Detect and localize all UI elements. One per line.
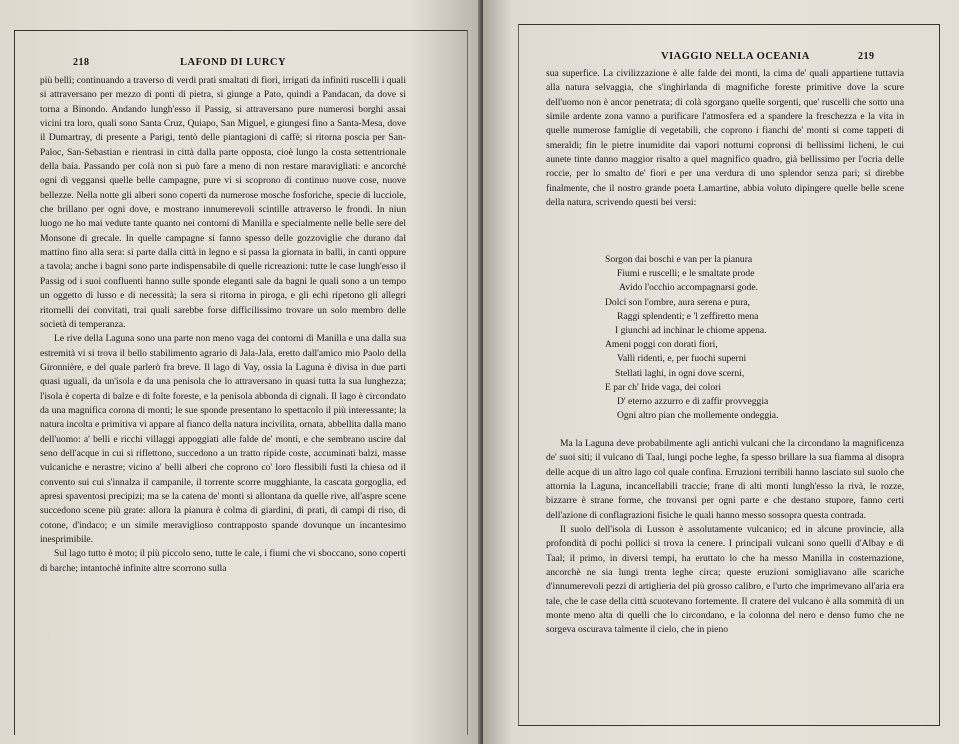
right-intro-text — [546, 67, 904, 210]
poem-line: I giunchi ad inchinar le chiome appena. — [615, 325, 767, 337]
right-paragraph-1: Ma la Laguna deve probabilmente agli antichi vulcani che la circondano la magnificenza de' suoi siti; il vulcano di Taal, lungi poche leghe, fa spesso brillare la sua fiamma al disopra delle acque di un altro lago col quale confina. Erruzioni terribili hanno lasciato sul suolo che attornia la Laguna, incancellabili traccie; frane di alti monti lungh'esso la rivà, le rozze, bizzarre è strane forme, che trovansi per ogni parte e che destano stupore, fanno certi dell'azione di conflagrazioni fisiche le quali hanno messo sossopra questa contrada. — [546, 438, 904, 521]
left-body-text — [40, 74, 406, 576]
right-page — [483, 0, 959, 744]
poem-line: Dolci son l'ombre, aura serena e pura, — [605, 296, 751, 308]
right-page-number: 219 — [858, 51, 875, 62]
poem-line: Ogni altro pian che mollemente ondeggia. — [617, 410, 779, 422]
poem-line: Fiumi e ruscelli; e le smaltate prode — [617, 268, 755, 280]
right-intro-paragraph: sua superfice. La civilizzazione è alle falde dei monti, la cima de' quali appartiene tuttavia alla natura selvaggia, che s'inghirlanda di magnifiche foreste primitive dove la scure dell'uomo non è ancor penetrata; di colà sgorgano quelle sorgenti, que' ruscelli che sotto una simile ardente zona vanno a purificare l'atmosfera ed a spandere la freschezza e la vita in quelle numerose famiglie di vegetabili, che coprono i fianchi de' monti sì come tappeti di smeraldi; fin le pietre inumidite dai vapori notturni copronsi di bellissimi licheni, le cui aunete tinte danno maggior risalto a quel magnifico quadro, già bellissimo per l'ocria delle roccie, per lo smalto de' fiori e per una verdura di uno splendor senza pari; si direbbe finalmente, che il nostro grande poeta Lamartine, abbia voluto dipingere quelle belle scene della natura, scrivendo questi bei versi: — [546, 68, 904, 209]
right-body-text — [546, 437, 904, 638]
poem-line: Stellati laghi, in ogni dove scerni, — [615, 367, 745, 379]
poem-block — [605, 253, 885, 423]
poem-line: Avido l'occhio accompagnarsi gode. — [619, 282, 759, 294]
poem-line: E par ch' Iride vaga, dei colori — [605, 381, 722, 393]
right-running-head: VIAGGIO NELLA OCEANIA — [661, 51, 810, 62]
left-running-head: LAFOND DI LURCY — [180, 57, 287, 68]
poem-line: Valli ridenti, e, per fuochi superni — [617, 353, 747, 365]
left-paragraph-3: Sul lago tutto è moto; il più piccolo seno, tutte le cale, i fiumi che vi sboccano, sono coperti di barche; intantochè infinite altre scorrono sulla — [40, 548, 406, 574]
poem-line: D' eterno azzurro e di zaffir provveggia — [617, 396, 769, 408]
left-paragraph-2: Le rive della Laguna sono una parte non meno vaga dei contorni di Manilla e una dalla sua estremità vi si trova il bello stabilimento agrario di Jala-Jala, eretto dall'amico mio Paolo della Gironnière, e del quale parlerò fra breve. Il lago di Vay, ossia la Laguna è divisa in due parti quasi uguali, da un'isola e da una penisola che lo attraversano in quasi tutta la sua lunghezza; l'isola è coperta di balze e di folte foreste, e la penisola abbonda di cignali. Il lago è circondato da una magnifica corona di monti; le sue sponde presentano lo spettacolo il più interessante; la natura incolta e primitiva vi appare al fianco della natura incivilita, ornata, abbellita dalla mano dell'uomo: a' belli e ricchi villaggi appoggiati alle falde de' monti, e che sembrano uscire dal seno dell'acque in cui si riflettono, succedono a un tratto ripide coste, accuminati balzi, masse vulcaniche e nerastre; vicino a' belli alberi che coprono co' loro flessibili fusti la chiesa od il convento sui cui s'innalza il campanile, il torrente scorre mugghiante, la cascata gorgoglia, ed apresi spaventosi precipizi; ma se la catena de' monti si allontana da quelle rive, all'aspre scene succedono scene più grate: allora la pianura è colma di giardini, di prati, di campi di riso, di cotone, d'indaco; e un simile meraviglioso contrapposto spande dovunque un incantesimo inesprimibile. — [40, 333, 406, 545]
right-paragraph-2: Il suolo dell'isola di Lusson è assolutamente vulcanico; ed in alcune provincie, alla profondità di pochi pollici si trova la cenere. I principali vulcani sono quelli d'Albay e di Taal; il primo, in diversi tempi, ha eruttato lo che ha messo Manilla in costernazione, ancorchè ne sia lungi trenta leghe circa; queste eruzioni somigliavano alle scariche d'innumerevoli pezzi di artiglieria del più grosso calibro, e l'urto che imprimevano all'aria era tale, che le case della città scuotevano fortemente. Il cratere del vulcano è alla sommità di un monte meno alta di quelli che lo circondano, e la colonna del nero e denso fumo che ne sorgeva oscurava talmente il cielo, che in pieno — [546, 524, 904, 636]
poem-line: Raggi splendenti; e 'l zeffiretto mena — [617, 310, 759, 322]
left-paragraph-1: più belli; continuando a traverso di verdi prati smaltati di fiori, irrigati da infiniti ruscelli i quali si attraversano per mezzo di ponti di pietra, si giunge a Pato, quindi a Pandacan, da dove si torna a Binondo. Andando lungh'esso il Passig, si attraversano pure numerosi borghi assai vicini tra loro, quali sono Santa Cruz, Quiapo, San Miguel, e giungesi fino a Santa-Mesa, dove il Dumartray, di presente a Parigi, tentò delle piantagioni di caffè; si ritorna poscia per San-Paloc, San-Sebastian e rientrasi in città dalla parte opposta, cioè lungo la costa settentrionale della baia. Passando per colà non si può fare a meno di non restare maravigliati: e ancorchè ogni dì veggansi quelle belle campagne, pure vi si scoprono di continuo nuove cose, nuove bellezze. Nella notte gli alberi sono coperti da numerose mosche fosforiche, specie di lucciole, che brillano per ogni dove, e mostrano innumerevoli scintille attraverso le frondi. In niun luogo ne ho mai vedute tante quanto nei contorni di Manilla e specialmente nelle belle sere del Monsone di grecale. In quelle campagne si fanno spesso delle gozzoviglie che durano dal mattino fino alla sera: si parte dalla città in legno e si passa la giornata in balli, in canti oppure a tavola; anche i bagni sono parte indispensabile di quelle ricreazioni: tutte le case lungh'esso il Passig od i suoi confluenti hanno sulle sponde eleganti sale da bagni le quali sono a un tempo un oggetto di lusso e di necessità; la sera si ritorna in piroga, e gli echi ripetono gli allegri ritornelli dei convitati, trai quali sarebbe forse difficilissimo trovare un solo membro delle società di temperanza. — [40, 75, 406, 330]
poem-line: Ameni poggi con dorati fiori, — [605, 339, 718, 351]
left-page-number: 218 — [73, 57, 90, 68]
poem-line: Sorgon dai boschi e van per la pianura — [605, 254, 753, 265]
